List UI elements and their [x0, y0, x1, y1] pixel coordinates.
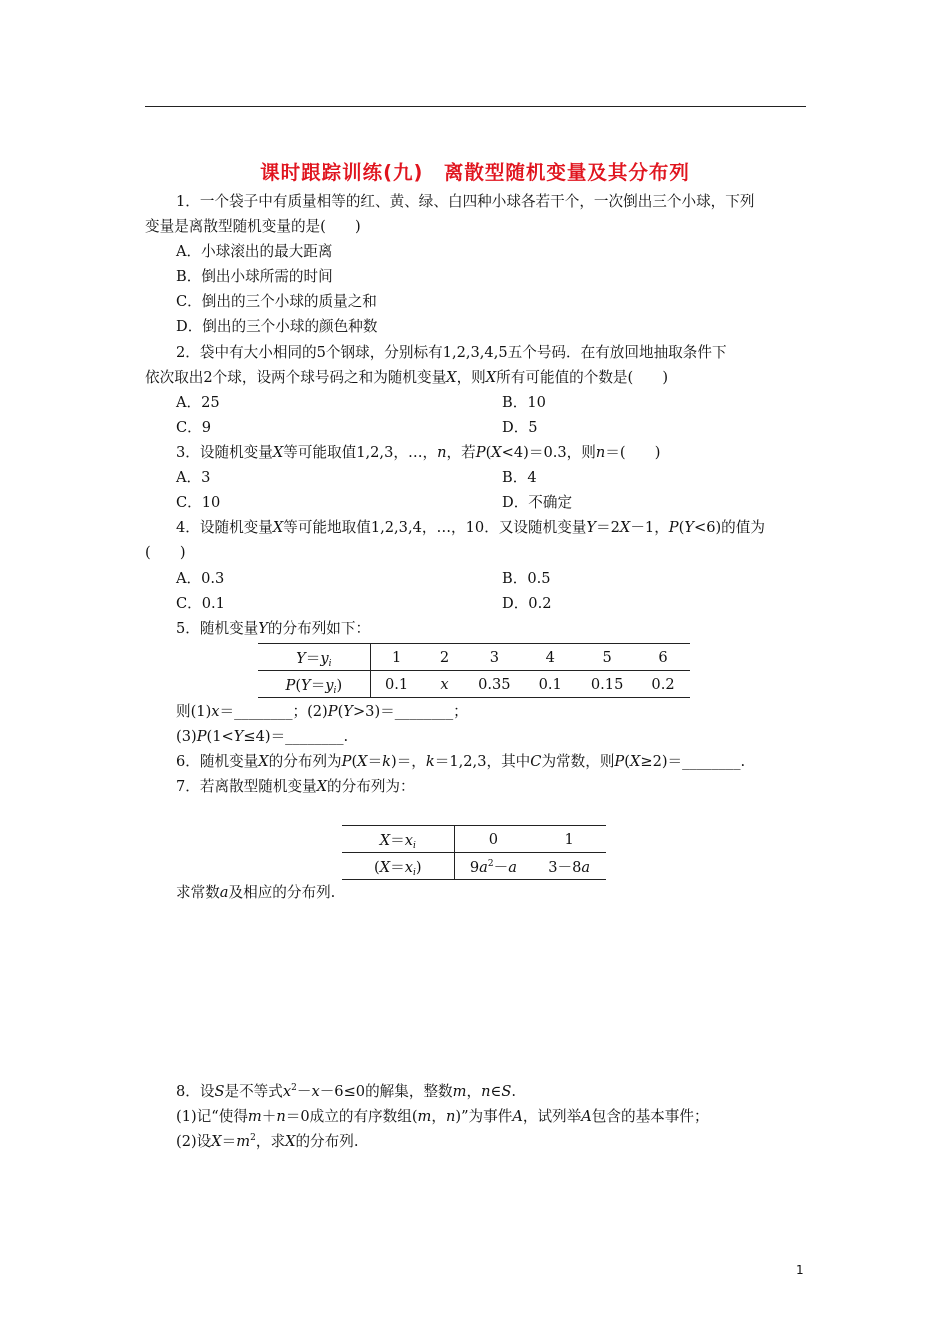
q4-option-b: B．0.5 — [502, 570, 551, 587]
table-row — [342, 826, 606, 853]
header-rule — [145, 106, 806, 107]
q3-stem: 3．设随机变量X等可能取值1,2,3，…，n，若P(X<4)＝0.3，则n＝( ) — [176, 444, 661, 461]
page-number: 1 — [796, 1263, 804, 1277]
q5-value-cell: 1 — [370, 644, 422, 671]
q3-option-a: A．3 — [176, 469, 211, 486]
q5-value-header: $Y=y_i$ — [258, 644, 370, 671]
q7-prob-header: $(X=x_i)$ — [342, 853, 454, 880]
q5-ask-line1: 则(1)x＝________；(2)P(Y>3)＝________； — [176, 703, 468, 720]
q2-option-a: A．25 — [176, 394, 220, 411]
q5-prob-cell: 0.35 — [466, 671, 522, 698]
q5-distribution-table — [258, 643, 690, 698]
q8-sub1: (1)记“使得m＋n＝0成立的有序数组(m，n)”为事件A，试列举A包含的基本事件； — [176, 1108, 709, 1125]
q5-prob-cell: 0.15 — [578, 671, 636, 698]
q2-option-d: D．5 — [502, 419, 538, 436]
q7-value-header: $X=x_i$ — [342, 826, 454, 853]
q2-stem-line2: 依次取出2个球，设两个球号码之和为随机变量X，则X所有可能值的个数是( ) — [145, 369, 669, 386]
q7-value-cell: 0 — [454, 826, 532, 853]
q5-value-cell: 3 — [466, 644, 522, 671]
q1-stem-line2: 变量是离散型随机变量的是( ) — [145, 218, 361, 235]
q7-stem: 7．若离散型随机变量X的分布列为： — [176, 778, 415, 795]
q7-value-cell: 1 — [532, 826, 606, 853]
q5-prob-cell: x — [423, 671, 467, 698]
q2-stem-line1: 2．袋中有大小相同的5个钢球，分别标有1,2,3,4,5五个号码．在有放回地抽取条件下 — [176, 344, 727, 361]
q1-option-d: D．倒出的三个小球的颜色种数 — [176, 318, 378, 335]
q7-prob-cell: 3－8a — [532, 853, 606, 880]
q7-prob-cell: $9a^2-a$ — [454, 853, 532, 880]
q2-option-c: C．9 — [176, 419, 212, 436]
q5-value-cell: 4 — [522, 644, 578, 671]
q5-prob-cell: 0.1 — [522, 671, 578, 698]
q7-ask: 求常数a及相应的分布列. — [176, 884, 336, 901]
page-title: 课时跟踪训练(九) 离散型随机变量及其分布列 — [260, 161, 690, 184]
q4-option-c: C．0.1 — [176, 595, 225, 612]
q5-stem: 5．随机变量Y的分布列如下： — [176, 620, 371, 637]
q4-stem-line2: ( ) — [145, 544, 186, 561]
q5-value-cell: 2 — [423, 644, 467, 671]
q3-option-b: B．4 — [502, 469, 537, 486]
q3-option-d: D．不确定 — [502, 494, 573, 511]
q5-value-cell: 6 — [636, 644, 690, 671]
q1-option-a: A．小球滚出的最大距离 — [176, 243, 333, 260]
q6-stem: 6．随机变量X的分布列为P(X＝k)＝，k＝1,2,3，其中C为常数，则P(X≥2)＝________. — [176, 753, 746, 770]
q3-option-c: C．10 — [176, 494, 221, 511]
q1-option-c: C．倒出的三个小球的质量之和 — [176, 293, 377, 310]
q8-sub2: (2)设$X=m^2$，求X的分布列. — [176, 1133, 359, 1150]
q5-prob-cell: 0.2 — [636, 671, 690, 698]
q2-option-b: B．10 — [502, 394, 546, 411]
q5-value-cell: 5 — [578, 644, 636, 671]
q1-stem-line1: 1．一个袋子中有质量相等的红、黄、绿、白四种小球各若干个，一次倒出三个小球，下列 — [176, 193, 755, 210]
q5-prob-cell: 0.1 — [370, 671, 422, 698]
q5-prob-header: $P(Y=y_i)$ — [258, 671, 370, 698]
q5-ask-line2: (3)P(1<Y≤4)＝________. — [176, 728, 349, 745]
q8-stem: 8．设S是不等式$x^2-x-6\le 0$的解集，整数m，n∈S. — [176, 1083, 516, 1100]
q4-stem-line1: 4．设随机变量X等可能地取值1,2,3,4，…，10．又设随机变量Y＝2X－1，P(Y<6)的值为 — [176, 519, 765, 536]
table-row — [342, 853, 606, 880]
q4-option-a: A．0.3 — [176, 570, 225, 587]
q1-option-b: B．倒出小球所需的时间 — [176, 268, 333, 285]
q4-option-d: D．0.2 — [502, 595, 552, 612]
table-row — [258, 671, 690, 698]
table-row — [258, 644, 690, 671]
q7-distribution-table — [342, 825, 606, 880]
